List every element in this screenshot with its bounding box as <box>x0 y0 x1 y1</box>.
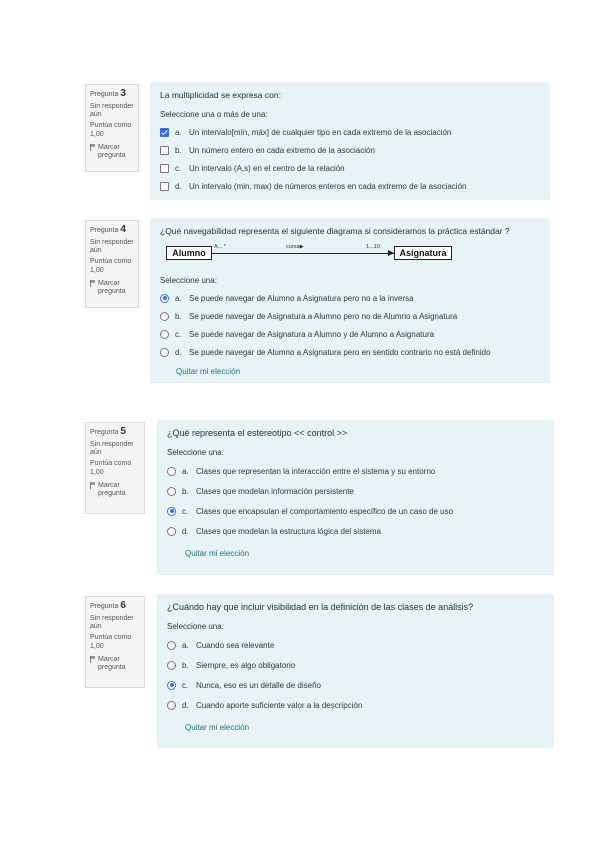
radio-button[interactable] <box>160 294 169 303</box>
question-points: Puntúa como 1,00 <box>90 122 132 138</box>
question-status: Sin responder aún <box>90 102 134 119</box>
question-text: ¿Qué navegabilidad representa el siguiente diagrama si consideramos la práctica estándar ? <box>160 226 510 236</box>
flag-icon <box>90 280 96 287</box>
answer-prompt: Seleccione una o más de una: <box>160 110 268 119</box>
radio-button[interactable] <box>167 701 176 710</box>
question-number: 4 <box>120 224 126 235</box>
question-number: 5 <box>120 426 126 437</box>
question-points: Puntúa como 1,00 <box>90 634 132 650</box>
uml-class-asignatura: Asignatura <box>394 246 452 260</box>
answer-option-a[interactable]: a. Se puede navegar de Alumno a Asignatura pero no a la inversa <box>160 289 540 307</box>
clear-choice-link[interactable]: Quitar mi elección <box>176 367 241 376</box>
answer-prompt: Seleccione una: <box>167 448 224 457</box>
radio-button[interactable] <box>160 312 169 321</box>
question-text: ¿Qué representa el estereotipo << control >> <box>167 428 348 438</box>
question-label: Pregunta <box>90 603 119 610</box>
uml-diagram <box>160 242 540 266</box>
answer-option-c[interactable]: c. Clases que encapsulan el comportamiento específico de un caso de uso <box>167 501 544 521</box>
question-text: La multiplicidad se expresa con: <box>160 90 281 100</box>
flag-icon <box>90 144 96 151</box>
answer-option-d[interactable]: d. Cuando aporte suficiente valor a la descripción <box>167 695 544 715</box>
answer-option-a[interactable]: a. Cuando sea relevante <box>167 635 544 655</box>
question-info <box>85 422 145 514</box>
uml-association-name: cursa▶ <box>286 244 304 250</box>
question-label: Pregunta <box>90 227 119 234</box>
checkbox[interactable] <box>160 182 169 191</box>
question-points: Puntúa como 1,00 <box>90 258 132 274</box>
answer-option-c[interactable]: c. Nunca, eso es un detalle de diseño <box>167 675 544 695</box>
radio-button[interactable] <box>160 348 169 357</box>
radio-button[interactable] <box>167 507 176 516</box>
flag-question-button[interactable] <box>90 280 134 298</box>
radio-button[interactable] <box>167 467 176 476</box>
clear-choice-link[interactable]: Quitar mi elección <box>185 723 250 732</box>
radio-button[interactable] <box>167 681 176 690</box>
radio-button[interactable] <box>160 330 169 339</box>
answer-option-b[interactable]: b. Se puede navegar de Asignatura a Alumno pero no de Alumno a Asignatura <box>160 307 540 325</box>
answer-option-b[interactable]: b. Clases que modelan información persistente <box>167 481 544 501</box>
question-text: ¿Cuándo hay que incluir visibilidad en la definición de las clases de análisis? <box>167 602 474 612</box>
uml-left-multiplicity: A... * <box>214 244 226 250</box>
uml-class-alumno: Alumno <box>166 246 212 260</box>
answer-option-a[interactable]: a. Clases que representan la interacción entre el sistema y su entorno <box>167 461 544 481</box>
answer-prompt: Seleccione una: <box>160 276 217 285</box>
answer-option-b[interactable]: b. Siempre, es algo obligatorio <box>167 655 544 675</box>
question-content <box>157 420 554 575</box>
question-number: 6 <box>120 600 126 611</box>
answer-prompt: Seleccione una: <box>167 622 224 631</box>
flag-question-button[interactable] <box>90 656 140 674</box>
question-content <box>150 82 550 200</box>
flag-question-button[interactable] <box>90 482 140 500</box>
checkbox[interactable] <box>160 128 169 137</box>
radio-button[interactable] <box>167 487 176 496</box>
checkbox[interactable] <box>160 146 169 155</box>
radio-button[interactable] <box>167 661 176 670</box>
checkbox[interactable] <box>160 164 169 173</box>
question-status: Sin responder aún <box>90 614 134 631</box>
flag-icon <box>90 482 96 489</box>
question-label: Pregunta <box>90 429 119 436</box>
answer-option-a[interactable]: a. Un intervalo[mín, máx] de cualquier tipo en cada extremo de la asociación <box>160 123 540 141</box>
uml-association-line <box>212 253 394 254</box>
question-status: Sin responder aún <box>90 440 134 457</box>
answer-option-c[interactable]: c. Un intervalo (A,s) en el centro de la relación <box>160 159 540 177</box>
answer-option-c[interactable]: c. Se puede navegar de Asignatura a Alumno y de Alumno a Asignatura <box>160 325 540 343</box>
flag-question-label: Marcar pregunta <box>98 481 126 498</box>
flag-question-label: Marcar pregunta <box>98 279 126 296</box>
clear-choice-link[interactable]: Quitar mi elección <box>185 549 250 558</box>
question-info <box>85 84 139 172</box>
question-info <box>85 596 145 688</box>
answer-option-d[interactable]: d. Clases que modelan la estructura lógica del sistema <box>167 521 544 541</box>
question-number: 3 <box>120 88 126 99</box>
question-content <box>157 594 554 748</box>
radio-button[interactable] <box>167 641 176 650</box>
question-info <box>85 220 139 308</box>
flag-question-label: Marcar pregunta <box>98 655 126 672</box>
answer-option-b[interactable]: b. Un número entero en cada extremo de la asociación <box>160 141 540 159</box>
question-label: Pregunta <box>90 91 119 98</box>
answer-option-d[interactable]: d. Un intervalo (min, max) de números enteros en cada extremo de la asociación <box>160 177 540 195</box>
radio-button[interactable] <box>167 527 176 536</box>
flag-question-label: Marcar pregunta <box>98 143 126 160</box>
flag-question-button[interactable] <box>90 144 134 162</box>
question-content <box>150 218 550 383</box>
flag-icon <box>90 656 96 663</box>
uml-right-multiplicity: 1...10 <box>366 244 380 250</box>
answer-option-d[interactable]: d. Se puede navegar de Alumno a Asignatura pero en sentido contrario no está definido <box>160 343 540 361</box>
question-points: Puntúa como 1,00 <box>90 460 132 476</box>
question-status: Sin responder aún <box>90 238 134 255</box>
